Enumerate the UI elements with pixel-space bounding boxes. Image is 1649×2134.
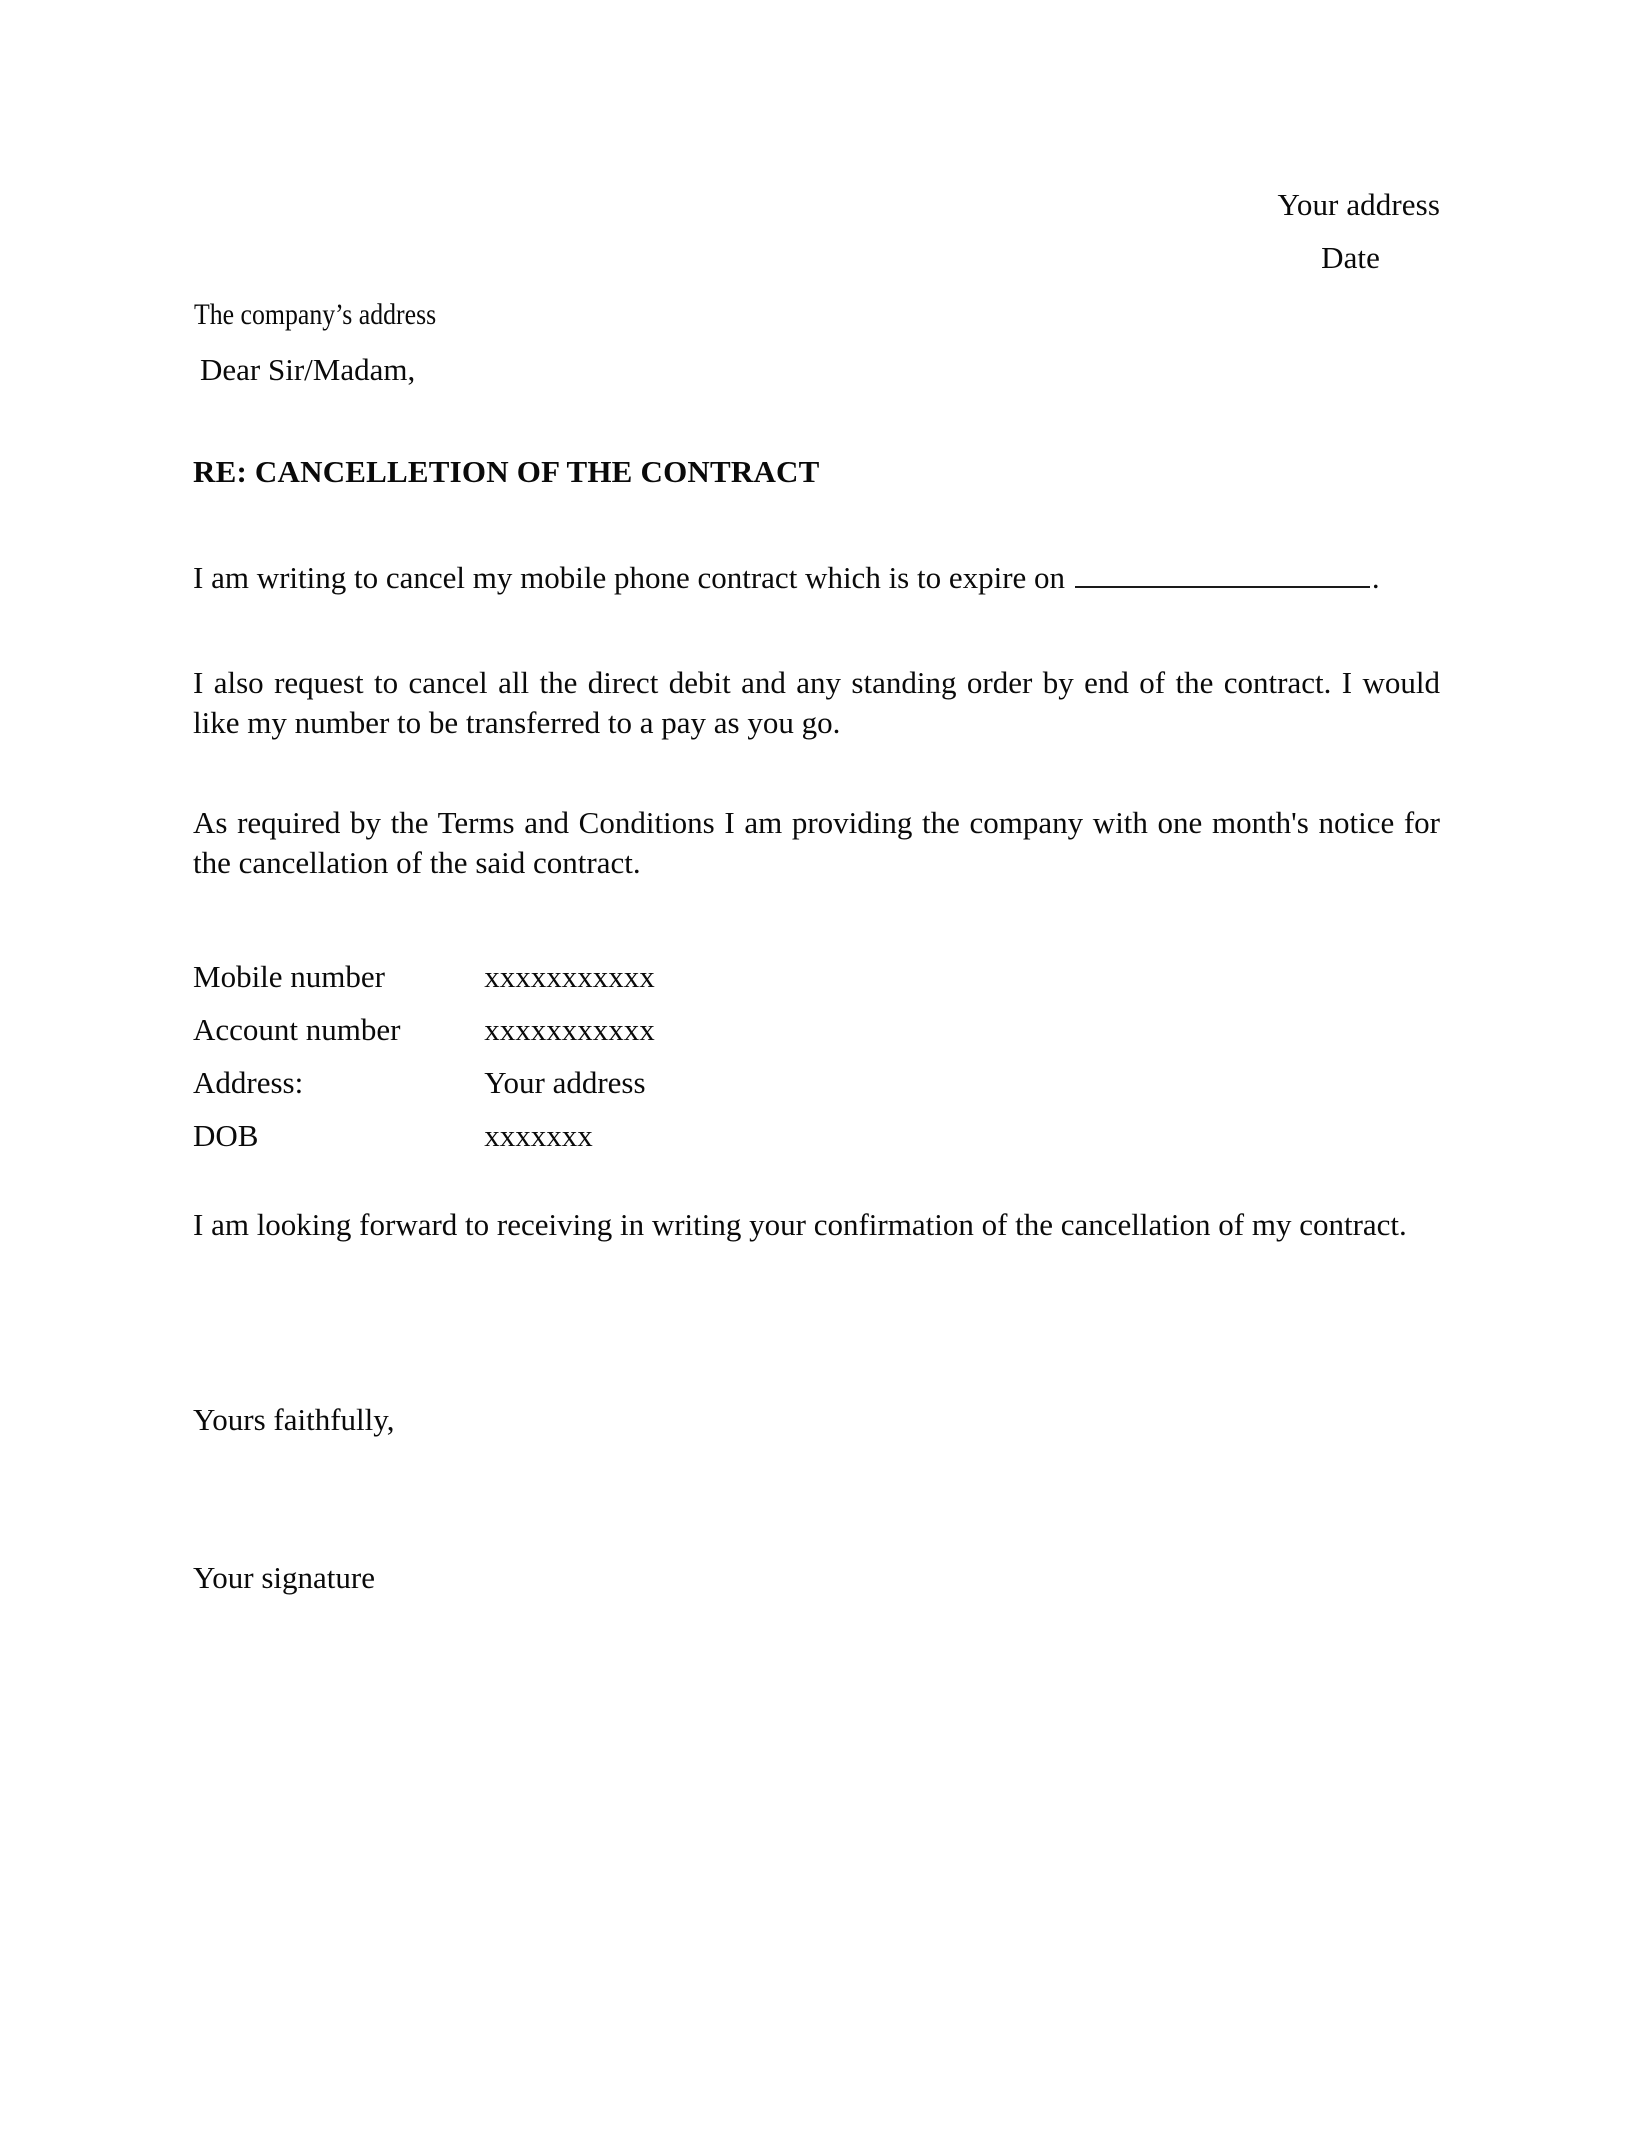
detail-label-mobile-number: Mobile number [193,959,385,994]
body-paragraph-3: As required by the Terms and Conditions I am providing the company with one month's notice for the cancellation of the said contract. [193,805,1440,880]
table-row [193,1003,893,1056]
detail-label-account-number: Account number [193,1012,401,1047]
signature-placeholder[interactable]: Your signature [193,1560,375,1595]
company-address: The company’s address [194,298,437,331]
paragraph-1-text-after: . [1371,560,1380,595]
detail-value-dob[interactable]: xxxxxxx [484,1118,593,1153]
body-paragraph-2: I also request to cancel all the direct debit and any standing order by end of the contract. I would like my number to be transferred to a pay as you go. [193,665,1440,740]
table-row [193,1056,893,1109]
detail-value-account-number[interactable]: xxxxxxxxxxx [484,1012,655,1047]
account-details-table [193,950,893,1162]
detail-value-mobile-number[interactable]: xxxxxxxxxxx [484,959,655,994]
detail-value-address[interactable]: Your address [484,1065,646,1100]
table-row [193,1109,893,1162]
detail-label-address: Address: [193,1065,304,1100]
sender-header-block [193,178,1440,284]
subject-heading: RE: CANCELLETION OF THE CONTRACT [193,454,820,489]
detail-label-dob: DOB [193,1118,259,1153]
body-paragraph-4: I am looking forward to receiving in writing your confirmation of the cancellation of my contract. [193,1207,1407,1242]
table-row [193,950,893,1003]
sender-address: Your address [1277,187,1440,222]
letter-date: Date [1321,240,1380,275]
salutation: Dear Sir/Madam, [200,352,416,387]
paragraph-1-text-before: I am writing to cancel my mobile phone contract which is to expire on [193,560,1073,595]
expiry-date-blank-field[interactable] [1075,560,1370,588]
valediction: Yours faithfully, [193,1402,395,1437]
body-paragraph-1 [193,558,1440,598]
